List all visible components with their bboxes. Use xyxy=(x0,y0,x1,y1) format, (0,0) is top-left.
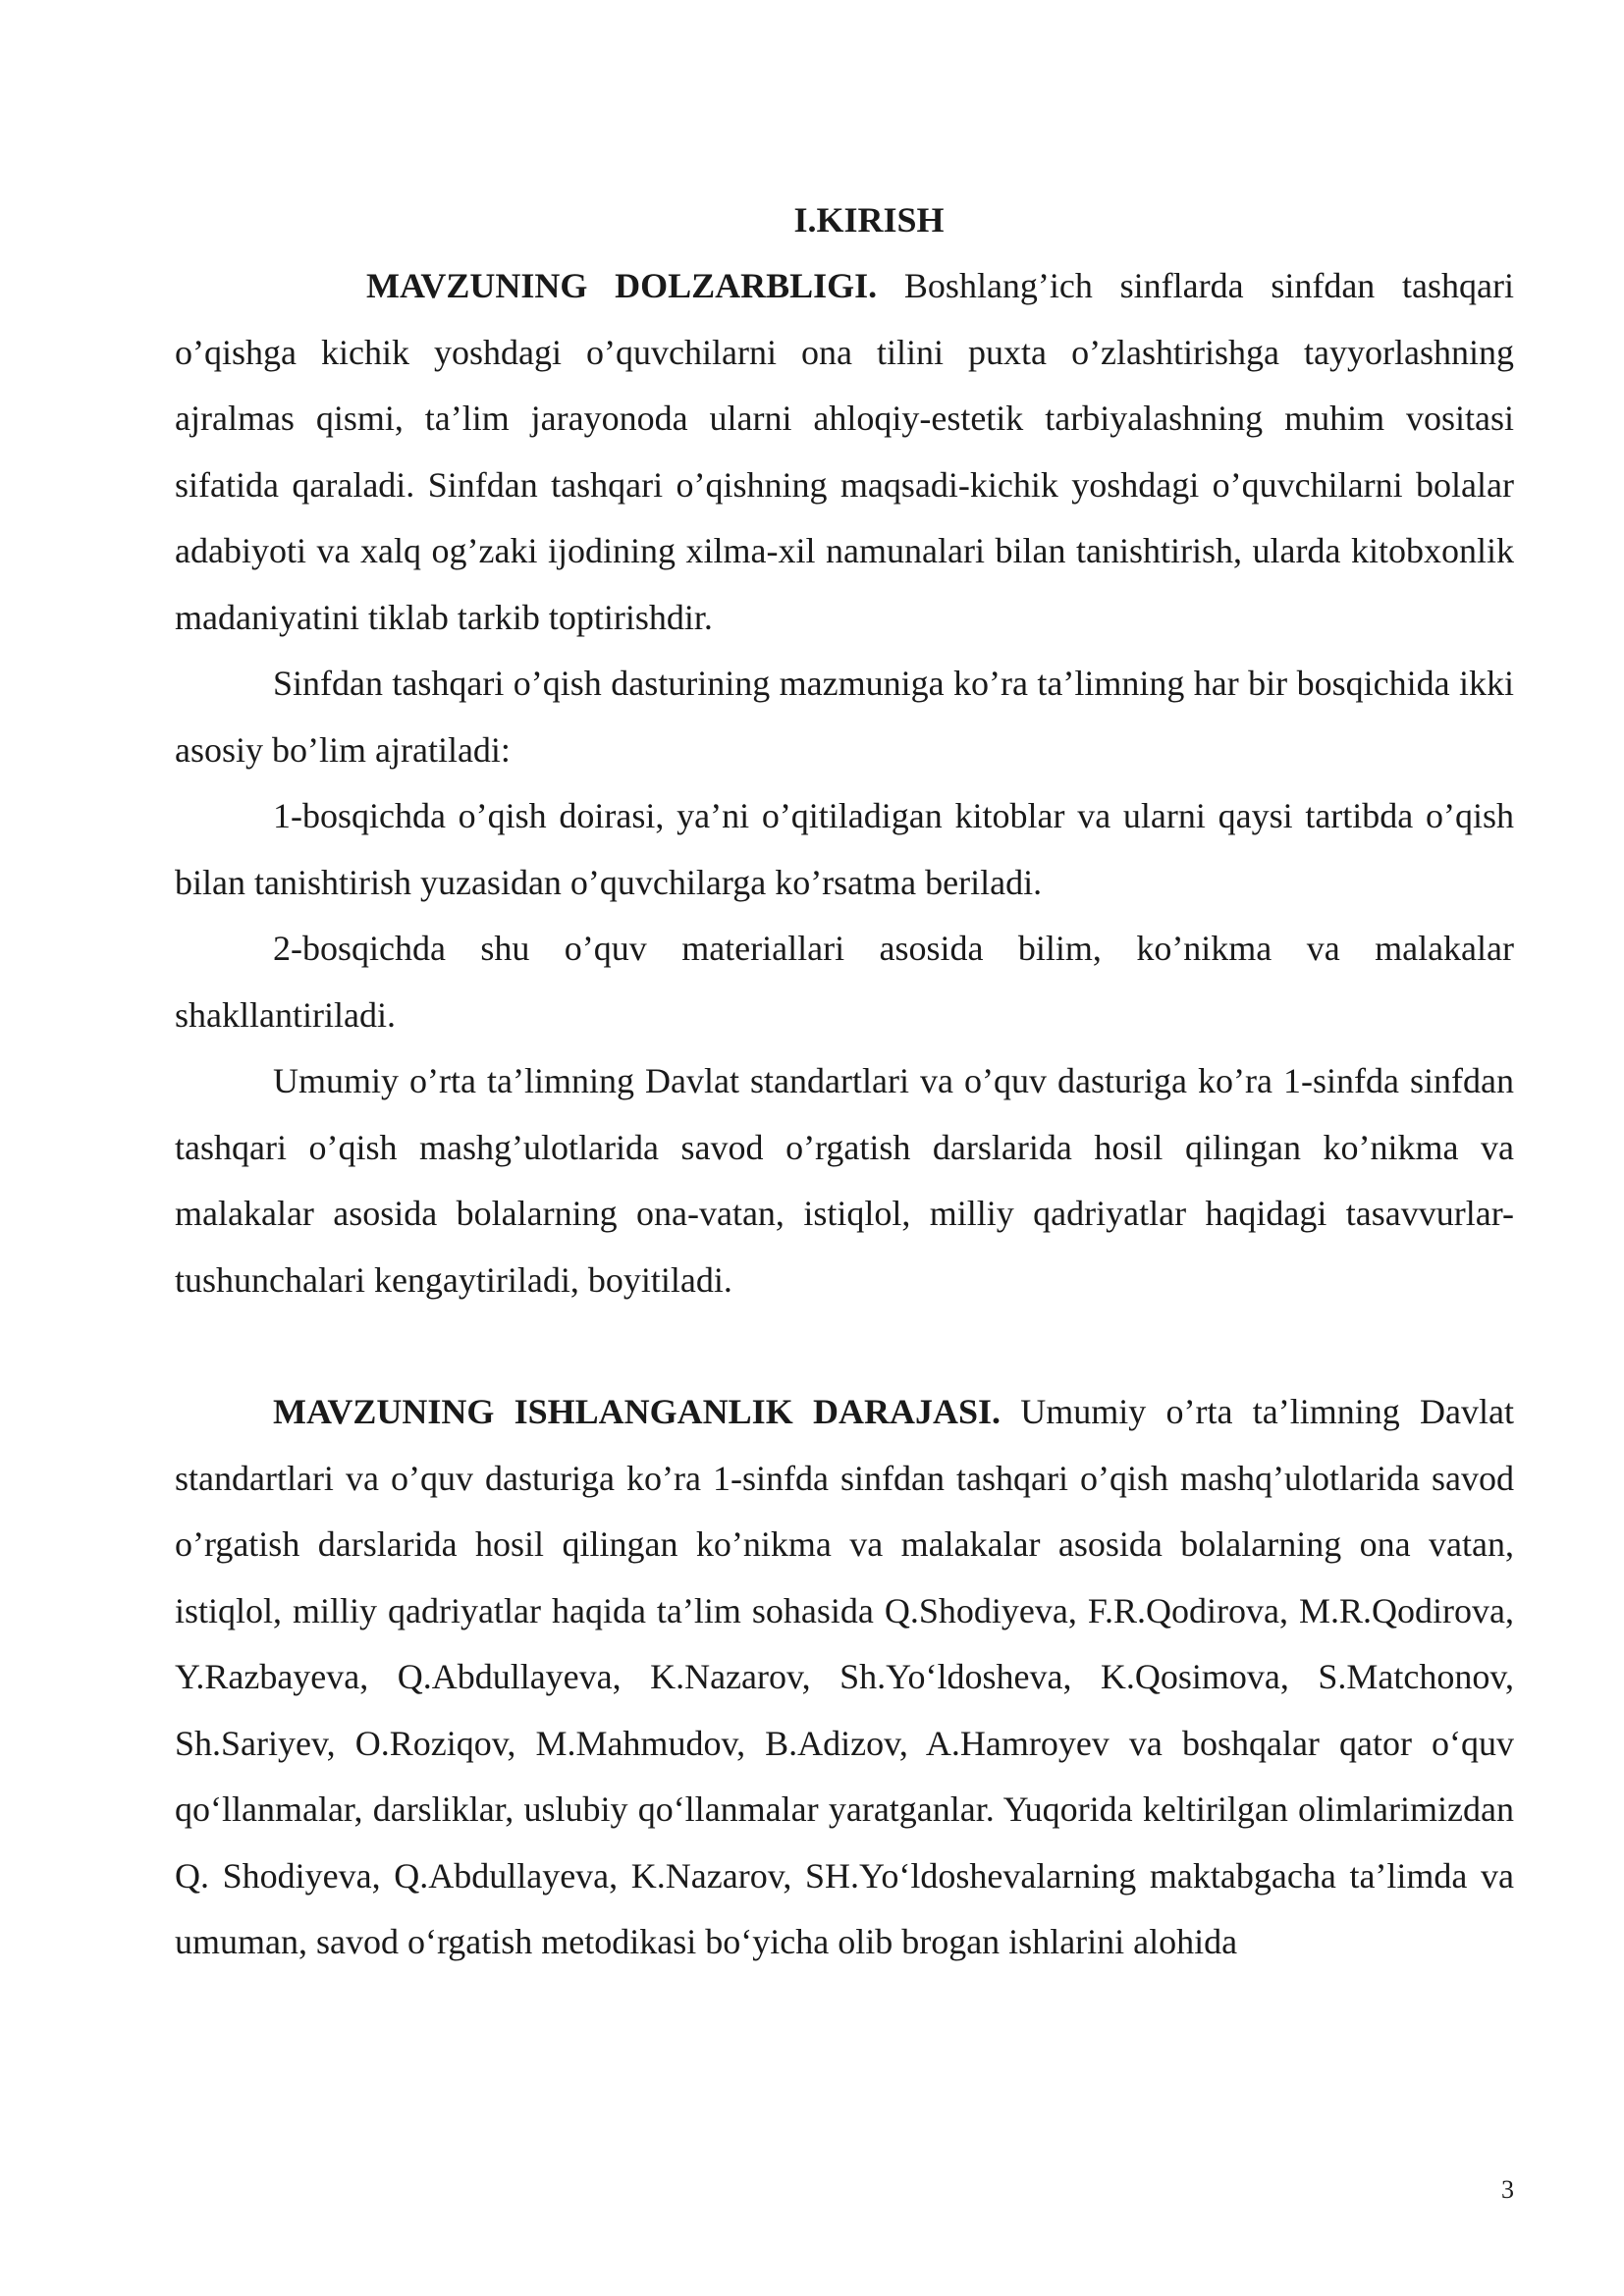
paragraph: 2-bosqichda shu o’quv materiallari asosida bilim, ko’nikma va malakalar shakllantiriladi. xyxy=(175,929,1514,1035)
chapter-heading: I.KIRISH xyxy=(793,200,945,240)
page-number: 3 xyxy=(1501,2175,1514,2204)
paragraph xyxy=(175,1379,1514,1976)
document-page xyxy=(175,194,1514,1976)
paragraph-text: Umumiy o’rta ta’limning Davlat standartlari va o’quv dasturiga ko’ra 1-sinfda sinfdan tashqari o’qish mashq’ulotlarida savod o’rgatish darslarida hosil qilingan ko’nikma va malakalar asosida bolalarning ona vatan, istiqlol, milliy qadriyatlar haqida ta’lim sohasida Q.Shodiyeva, F.R.Qodirova, M.R.Qodirova, Y.Razbayeva, Q.Abdullayeva, K.Nazarov, Sh.Yo‘ldosheva, K.Qosimova, S.Matchonov, Sh.Sariyev, O.Roziqov, M.Mahmudov, B.Adizov, A.Hamroyev va boshqalar qator o‘quv qo‘llanmalar, darsliklar, uslubiy qo‘llanmalar yaratganlar. Yuqorida keltirilgan olimlarimizdan Q. Shodiyeva, Q.Abdullayeva, K.Nazarov, SH.Yo‘ldoshevalarning maktabgacha ta’limda va umuman, savod o‘rgatish metodikasi bo‘yicha olib brogan ishlarini alohida xyxy=(175,1392,1515,1961)
paragraph: Umumiy o’rta ta’limning Davlat standartlari va o’quv dasturiga ko’ra 1-sinfda sinfdan tashqari o’qish mashg’ulotlarida savod o’rgatish darslarida hosil qilingan ko’nikma va malakalar asosida bolalarning ona-vatan, istiqlol, milliy qadriyatlar haqidagi tasavvurlar-tushunchalari kengaytiriladi, boyitiladi. xyxy=(175,1061,1514,1300)
paragraph: 1-bosqichda o’qish doirasi, ya’ni o’qitiladigan kitoblar va ularni qaysi tartibda o’qish bilan tanishtirish yuzasidan o’quvchilarga ko’rsatma beriladi. xyxy=(175,796,1514,902)
section-lead: MAVZUNING ISHLANGANLIK DARAJASI. xyxy=(273,1392,1001,1431)
section-lead: MAVZUNING DOLZARBLIGI. xyxy=(366,266,878,305)
paragraph xyxy=(175,253,1514,651)
paragraph-text: Boshlang’ich sinflarda sinfdan tashqari o’qishga kichik yoshdagi o’quvchilarni ona tilini puxta o’zlashtirishga tayyorlashning ajralmas qismi, ta’lim jarayonoda ularni ahloqiy-estetik tarbiyalashning muhim vositasi sifatida qaraladi. Sinfdan tashqari o’qishning maqsadi-kichik yoshdagi o’quvchilarni bolalar adabiyoti va xalq og’zaki ijodining xilma-xil namunalari bilan tanishtirish, ularda kitobxonlik madaniyatini tiklab tarkib toptirishdir. xyxy=(175,266,1515,637)
paragraph: Sinfdan tashqari o’qish dasturining mazmuniga ko’ra ta’limning har bir bosqichida ikki asosiy bo’lim ajratiladi: xyxy=(175,664,1514,770)
section-spacer xyxy=(175,1313,1514,1379)
